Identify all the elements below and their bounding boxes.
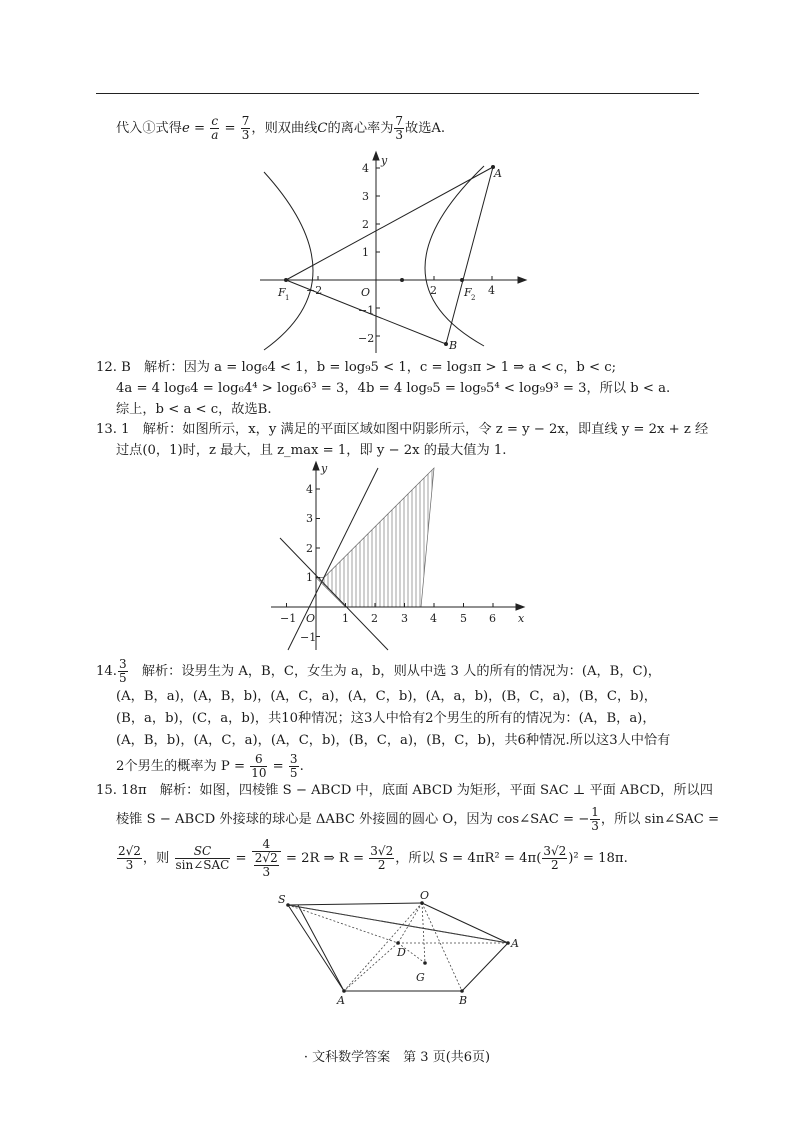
q14-line5: 2个男生的概率为 P = $\frac{6}{10}$ = $\frac{3}{5}$ . [116, 752, 304, 780]
shaded-region [316, 468, 434, 607]
q15-line1: 15. 18π 解析：如图，四棱锥 S − ABCD 中，底面 ABCD 为矩形，平面 SAC ⊥ 平面 ABCD，所以四 [96, 783, 713, 798]
q14-line3: (B，a，b)，(C，a，b)，共10种情况；这3人中恰有2个男生的所有的情况为：(A，B，a)， [116, 711, 656, 726]
q13-line1: 13. 1 解析：如图所示，x，y 满足的平面区域如图中阴影所示，令 z = y − 2x，即直线 y = 2x + z 经 [96, 422, 709, 437]
svg-text:1: 1 [306, 571, 313, 584]
feasible-region-figure [266, 460, 536, 655]
svg-text:O: O [420, 890, 430, 902]
svg-text:y: y [381, 154, 388, 167]
svg-text:B: B [459, 994, 468, 1007]
svg-text:3: 3 [306, 512, 313, 525]
q15-line2: 棱锥 S − ABCD 外接球的球心是 ΔABC 外接圆的圆心 O，因为 cos∠SAC = − $\frac{1}{3}$ ，所以 sin∠SAC = [116, 805, 720, 833]
svg-text:A: A [337, 994, 345, 1007]
segment-AB [446, 167, 493, 344]
svg-text:D: D [397, 946, 406, 959]
svg-text:G: G [416, 971, 425, 984]
q14-line1: 14. $\frac{3}{5}$ 解析：设男生为 A，B，C，女生为 a，b，则从中选 3 人的所有的情况为：(A，B，C)， [96, 657, 661, 685]
hyperbola-left-branch [264, 172, 313, 350]
svg-text:F: F [278, 286, 286, 299]
svg-text:F: F [464, 286, 472, 299]
svg-text:1: 1 [285, 294, 290, 302]
svg-text:4: 4 [362, 162, 369, 175]
q12-line3: 综上，b < a < c，故选B. [116, 402, 272, 417]
q14-line2: (A，B，a)，(A，B，b)，(A，C，a)，(A，C，b)，(A，a，b)，(B，C，a)，(B，C，b)， [116, 689, 657, 704]
svg-text:2: 2 [371, 612, 378, 625]
svg-text:−1: −1 [300, 631, 317, 644]
svg-text:S: S [278, 893, 286, 906]
svg-text:2: 2 [362, 218, 369, 231]
pyramid-figure [270, 890, 530, 1010]
svg-text:4: 4 [430, 612, 437, 625]
svg-text:−1: −1 [280, 612, 297, 625]
svg-text:−2: −2 [358, 332, 375, 345]
svg-text:2: 2 [430, 284, 437, 297]
svg-text:O: O [361, 286, 371, 299]
header-rule [96, 93, 699, 94]
hyperbola-right-branch [425, 166, 484, 346]
segment-F1A [286, 167, 493, 280]
hyperbola-figure [250, 150, 540, 355]
svg-text:O: O [306, 612, 316, 625]
svg-text:2: 2 [471, 294, 476, 302]
svg-text:A: A [494, 167, 502, 180]
q12-line1: 12. B 解析：因为 a = log₆4 < 1，b = log₉5 < 1，c = log₃π > 1 ⇒ a < c，b < c; [96, 360, 617, 375]
svg-text:A: A [511, 937, 519, 950]
svg-text:1: 1 [362, 246, 369, 259]
svg-text:2: 2 [306, 542, 313, 555]
q12-line2: 4a = 4 log₆4 = log₆4⁴ > log₆6³ = 3，4b = 4 log₉5 = log₉5⁴ < log₉9³ = 3，所以 b < a. [116, 381, 671, 396]
page-footer: · 文科数学答案 第 3 页(共6页) [303, 1050, 491, 1065]
svg-text:4: 4 [488, 284, 495, 297]
svg-text:5: 5 [460, 612, 467, 625]
svg-text:x: x [518, 612, 525, 625]
svg-text:4: 4 [306, 483, 313, 496]
svg-text:−1: −1 [358, 304, 375, 317]
svg-text:y: y [321, 462, 328, 475]
q15-line3: $\frac{2√2}{3}$ ，则 $\frac{SC}{\text{sin∠SAC}}$ = $\frac{4}{\frac{2√2}{3}}$ = 2R ⇒ R = $\frac{3√2}{2}$ ，所以 S = 4πR² = 4π( $\frac{3√2}{2}$ )² = 18π. [118, 837, 628, 879]
svg-text:3: 3 [362, 190, 369, 203]
svg-text:B: B [449, 339, 458, 352]
svg-text:3: 3 [401, 612, 408, 625]
q13-line2: 过点(0，1)时，z 最大，且 z_max = 1，即 y − 2x 的最大值为 1. [116, 443, 507, 458]
svg-text:−2: −2 [306, 284, 323, 297]
svg-text:1: 1 [342, 612, 349, 625]
svg-text:6: 6 [489, 612, 496, 625]
q11-conclusion: 代入①式得e = $\frac{c}{a}$ = $\frac{7}{3}$ ，则双曲线C的离心率为 $\frac{7}{3}$ 故选A. [116, 114, 446, 142]
q14-line4: (A，B，b)，(A，C，a)，(A，C，b)，(B，C，a)，(B，C，b)，共6种情况.所以这3人中恰有 [116, 733, 671, 748]
